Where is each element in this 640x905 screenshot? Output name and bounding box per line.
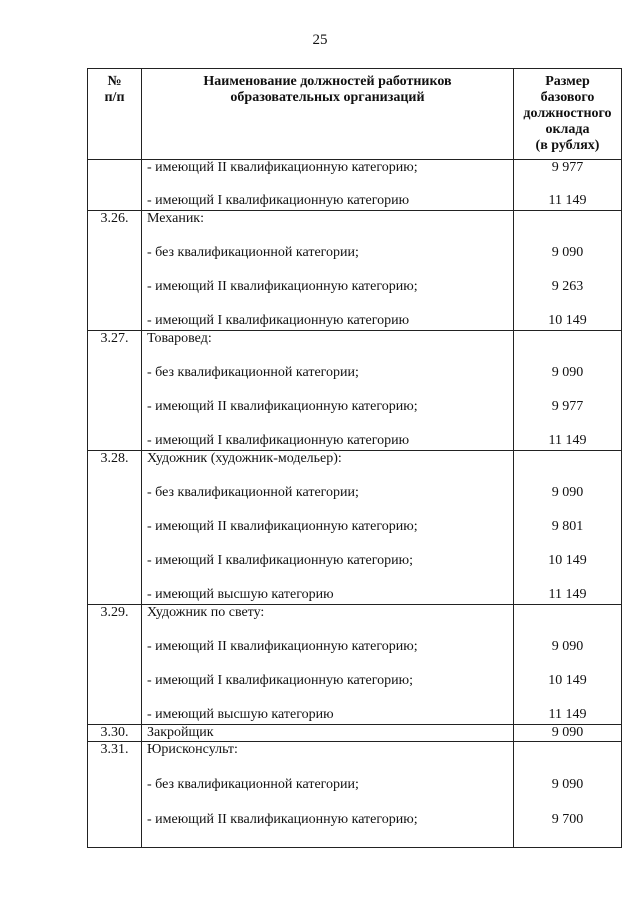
row-number [88, 160, 141, 177]
line-gap [142, 690, 513, 707]
table-row [88, 210, 622, 330]
salary-value: 10 149 [548, 672, 587, 688]
row-number: 3.26. [100, 210, 129, 226]
line-gap [514, 382, 621, 399]
category-label: - имеющий II квалификационную категорию; [147, 160, 418, 175]
row-name-cell [142, 330, 514, 450]
line-gap [514, 502, 621, 519]
row-number-cell [88, 330, 142, 450]
table-row [88, 724, 622, 741]
line-gap [142, 262, 513, 279]
line-gap [514, 416, 621, 433]
line-gap [142, 348, 513, 365]
salary-value: 11 149 [548, 586, 587, 602]
salary-spacer [514, 451, 621, 468]
header-value-line: должностного [523, 106, 612, 121]
category-label: - имеющий I квалификационную категорию [147, 432, 410, 448]
category-label: - имеющий II квалификационную категорию; [147, 398, 418, 414]
category-label: - без квалификационной категории; [147, 484, 359, 500]
position-title: Закройщик [147, 724, 214, 740]
category-label: - без квалификационной категории; [147, 364, 359, 380]
salary-table [87, 68, 622, 848]
category-label: - имеющий II квалификационную категорию; [147, 811, 418, 827]
header-value-line: (в рублях) [535, 138, 600, 153]
salary-value: 9 090 [551, 776, 584, 792]
header-name-line: образовательных организаций [230, 90, 425, 105]
category-label: - имеющий I квалификационную категорию [147, 312, 410, 328]
line-gap [142, 468, 513, 485]
line-gap [142, 829, 513, 847]
row-name-cell [142, 741, 514, 847]
row-number-cell [88, 724, 142, 741]
category-label: - имеющий I квалификационную категорию; [147, 672, 413, 688]
line-gap [142, 296, 513, 313]
row-number-cell [88, 450, 142, 604]
page-number: 25 [312, 32, 328, 48]
salary-value: 9 090 [551, 484, 584, 500]
category-label: - имеющий высшую категорию [147, 586, 334, 602]
line-gap [514, 296, 621, 313]
salary-value: 9 263 [551, 278, 584, 294]
salary-value: 9 801 [551, 518, 584, 534]
row-value-cell [514, 160, 622, 211]
header-value-column [514, 69, 622, 160]
salary-value: 9 090 [551, 364, 584, 380]
row-value-cell [514, 330, 622, 450]
line-gap [142, 536, 513, 553]
row-value-cell [514, 741, 622, 847]
salary-value: 10 149 [548, 552, 587, 568]
salary-spacer [514, 211, 621, 228]
category-label: - имеющий высшую категорию [147, 706, 334, 722]
table-row [88, 450, 622, 604]
position-title: Механик: [147, 210, 204, 226]
table-header [88, 69, 622, 160]
row-number-cell [88, 604, 142, 724]
line-gap [142, 759, 513, 777]
row-number: 3.30. [100, 724, 129, 740]
row-number-cell [88, 210, 142, 330]
category-label: - без квалификационной категории; [147, 776, 359, 792]
salary-value: 9 977 [551, 160, 584, 175]
line-gap [142, 502, 513, 519]
category-label: - без квалификационной категории; [147, 244, 359, 260]
line-gap [514, 690, 621, 707]
category-label: - имеющий II квалификационную категорию; [147, 278, 418, 294]
row-number: 3.29. [100, 604, 129, 620]
line-gap [142, 570, 513, 587]
row-value-cell [514, 210, 622, 330]
salary-value: 9 090 [551, 724, 584, 740]
line-gap [514, 829, 621, 847]
row-name-cell [142, 450, 514, 604]
row-name-cell [142, 160, 514, 211]
line-gap [514, 759, 621, 777]
line-gap [142, 228, 513, 245]
row-value-cell [514, 724, 622, 741]
row-number: 3.27. [100, 330, 129, 346]
row-number-cell [88, 160, 142, 211]
table-row [88, 330, 622, 450]
position-title: Художник по свету: [147, 604, 265, 620]
row-name-cell [142, 210, 514, 330]
row-name-cell [142, 604, 514, 724]
header-value-line: Размер [545, 74, 590, 89]
row-number-cell [88, 741, 142, 847]
salary-value: 9 977 [551, 398, 584, 414]
line-gap [514, 570, 621, 587]
line-gap [514, 794, 621, 812]
row-value-cell [514, 604, 622, 724]
position-title: Товаровед: [147, 330, 212, 346]
header-number-line: № [107, 74, 122, 89]
header-number-line: п/п [104, 90, 125, 105]
line-gap [142, 656, 513, 673]
category-label: - имеющий II квалификационную категорию; [147, 638, 418, 654]
salary-spacer [514, 605, 621, 622]
line-gap [514, 228, 621, 245]
salary-spacer [514, 742, 621, 760]
salary-value: 10 149 [548, 312, 587, 328]
header-value-line: оклада [545, 122, 590, 137]
salary-value: 11 149 [548, 193, 587, 208]
header-name-column [142, 69, 514, 160]
salary-value: 11 149 [548, 706, 587, 722]
line-gap [142, 622, 513, 639]
line-gap [514, 622, 621, 639]
header-number-column [88, 69, 142, 160]
line-gap [142, 177, 513, 194]
salary-value: 9 090 [551, 244, 584, 260]
line-gap [514, 177, 621, 194]
header-value-line: базового [540, 90, 595, 105]
line-gap [514, 656, 621, 673]
line-gap [514, 348, 621, 365]
row-number: 3.28. [100, 450, 129, 466]
position-title: Художник (художник-модельер): [147, 450, 342, 466]
row-name-cell [142, 724, 514, 741]
line-gap [514, 536, 621, 553]
table-row [88, 160, 622, 211]
line-gap [142, 794, 513, 812]
header-name-line: Наименование должностей работников [203, 74, 452, 89]
table-body [88, 160, 622, 848]
salary-value: 11 149 [548, 432, 587, 448]
line-gap [142, 382, 513, 399]
table-row [88, 604, 622, 724]
line-gap [514, 468, 621, 485]
salary-value: 9 090 [551, 638, 584, 654]
row-number: 3.31. [100, 741, 129, 757]
salary-value: 9 700 [551, 811, 584, 827]
row-value-cell [514, 450, 622, 604]
category-label: - имеющий I квалификационную категорию [147, 193, 410, 208]
salary-spacer [514, 331, 621, 348]
line-gap [514, 262, 621, 279]
category-label: - имеющий I квалификационную категорию; [147, 552, 413, 568]
position-title: Юрисконсульт: [147, 741, 238, 757]
category-label: - имеющий II квалификационную категорию; [147, 518, 418, 534]
table-row [88, 741, 622, 847]
line-gap [142, 416, 513, 433]
